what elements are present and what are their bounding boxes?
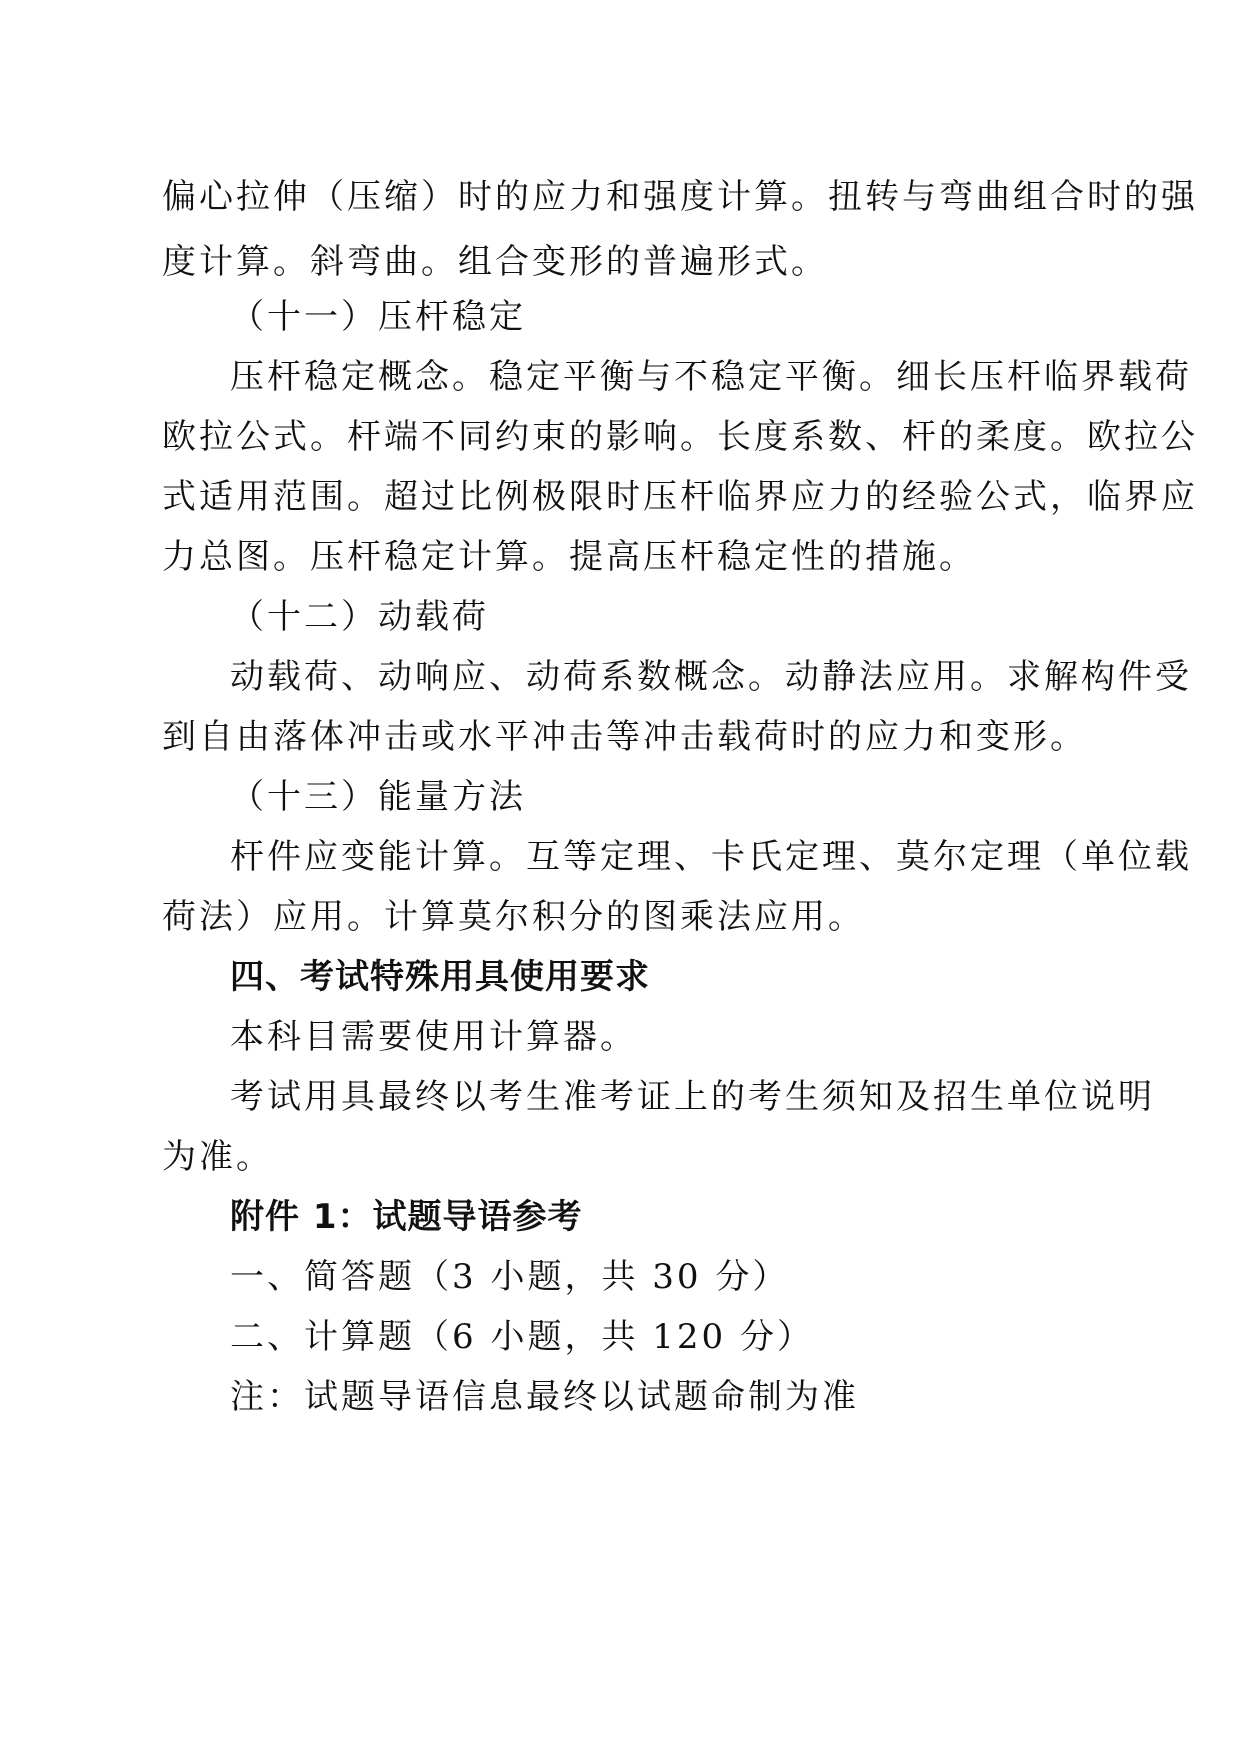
appendix-item: 一、简答题（3 小题，共 30 分） bbox=[230, 1257, 790, 1297]
section-heading-column-stability: （十一）压杆稳定 bbox=[230, 297, 526, 337]
paragraph-line: 欧拉公式。杆端不同约束的影响。长度系数、杆的柔度。欧拉公 bbox=[162, 417, 1198, 457]
special-tools-text: 本科目需要使用计算器。 bbox=[230, 1017, 637, 1057]
section-heading-dynamic-load: （十二）动载荷 bbox=[230, 597, 489, 637]
paragraph-line: 偏心拉伸（压缩）时的应力和强度计算。扭转与弯曲组合时的强 bbox=[162, 177, 1198, 217]
paragraph-line: 到自由落体冲击或水平冲击等冲击载荷时的应力和变形。 bbox=[162, 717, 1087, 757]
section-heading-energy-method: （十三）能量方法 bbox=[230, 777, 526, 817]
paragraph-line: 动载荷、动响应、动荷系数概念。动静法应用。求解构件受 bbox=[230, 657, 1192, 697]
special-tools-text: 考试用具最终以考生准考证上的考生须知及招生单位说明 bbox=[230, 1077, 1155, 1117]
special-tools-heading: 四、考试特殊用具使用要求 bbox=[230, 957, 650, 997]
paragraph-line: 荷法）应用。计算莫尔积分的图乘法应用。 bbox=[162, 897, 865, 937]
appendix-item: 二、计算题（6 小题，共 120 分） bbox=[230, 1317, 814, 1357]
paragraph-line: 力总图。压杆稳定计算。提高压杆稳定性的措施。 bbox=[162, 537, 976, 577]
paragraph-line: 度计算。斜弯曲。组合变形的普遍形式。 bbox=[162, 242, 828, 282]
special-tools-text: 为准。 bbox=[162, 1137, 273, 1177]
appendix-note: 注：试题导语信息最终以试题命制为准 bbox=[230, 1377, 859, 1417]
paragraph-line: 杆件应变能计算。互等定理、卡氏定理、莫尔定理（单位载 bbox=[230, 837, 1192, 877]
paragraph-line: 式适用范围。超过比例极限时压杆临界应力的经验公式，临界应 bbox=[162, 477, 1198, 517]
appendix-heading: 附件 1：试题导语参考 bbox=[230, 1197, 583, 1237]
paragraph-line: 压杆稳定概念。稳定平衡与不稳定平衡。细长压杆临界载荷 bbox=[230, 357, 1192, 397]
